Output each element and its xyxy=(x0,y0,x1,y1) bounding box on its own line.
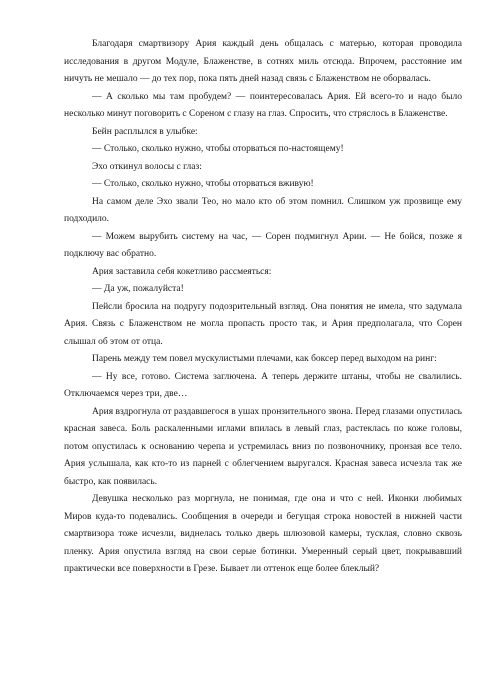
paragraph-4: — Столько, сколько нужно, чтобы оторваться по-настоящему! xyxy=(92,144,344,154)
paragraph-3: Бейн расплылся в улыбке: xyxy=(92,126,198,137)
paragraph-14: Ария вздрогнула от раздавшегося в ушах пронзительного звона. Перед глазами опустилась красная завеса. Боль раскаленными иглами впилась в левый глаз, растеклась по коже головы, потом опустилась к основанию черепа и устремилась вниз по позвоночнику, пронзая все тело. Ария услышала, как кто-то из парней с облегчением выругался. Красная завеса исчезла так же быстро, как появилась. xyxy=(64,406,462,487)
paragraph-8: — Можем вырубить систему на час, — Сорен подмигнул Арии. — Не бойся, позже я подключу вас обратно. xyxy=(64,231,462,259)
paragraph-2: — А сколько мы там пробудем? — поинтересовалась Ария. Ей всего-то и надо было несколько минут поговорить с Сореном с глазу на глаз. Спросить, что стряслось в Блаженстве. xyxy=(64,91,462,119)
paragraph-7: На самом деле Эхо звали Тео, но мало кто об этом помнил. Слишком уж прозвище ему подходило. xyxy=(64,196,462,224)
paragraph-5: Эхо откинул волосы с глаз: xyxy=(92,161,202,172)
paragraph-15: Девушка несколько раз моргнула, не понимая, где она и что с ней. Иконки любимых Миров куда-то подевались. Сообщения в очереди и бегущая строка новостей в нижней части смартвизора тоже исчезли, виднелась только дверь шлюзовой камеры, тусклая, словно сквозь пленку. Ария опустила взгляд на свои серые ботинки. Умеренный серый цвет, покрывавший практически все поверхности в Грезе. Бывает ли оттенок еще более блеклый? xyxy=(64,494,462,574)
paragraph-10: — Да уж, пожалуйста! xyxy=(92,284,184,294)
paragraph-13: — Ну все, готово. Система заглючена. А теперь держите штаны, чтобы не свалились. Отключаемся через три, две… xyxy=(64,371,462,399)
document-page xyxy=(64,36,462,579)
paragraph-6: — Столько, сколько нужно, чтобы оторваться вживую! xyxy=(92,179,314,189)
paragraph-1: Благодаря смартвизору Ария каждый день общалась с матерью, которая проводила исследования в другом Модуле, Блаженстве, в сотнях миль отсюда. Впрочем, расстояние им ничуть не мешало — до тех пор, пока пять дней назад связь с Блаженством не оборвалась. xyxy=(64,39,462,84)
paragraph-9: Ария заставила себя кокетливо рассмеяться: xyxy=(92,266,272,277)
paragraph-11: Пейсли бросила на подругу подозрительный взгляд. Она понятия не имела, что задумала Ария. Связь с Блаженством не могла пропасть просто так, и Ария предполагала, что Сорен слышал об этом от отца. xyxy=(64,301,462,347)
paragraph-12: Парень между тем повел мускулистыми плечами, как боксер перед выходом на ринг: xyxy=(92,354,437,364)
